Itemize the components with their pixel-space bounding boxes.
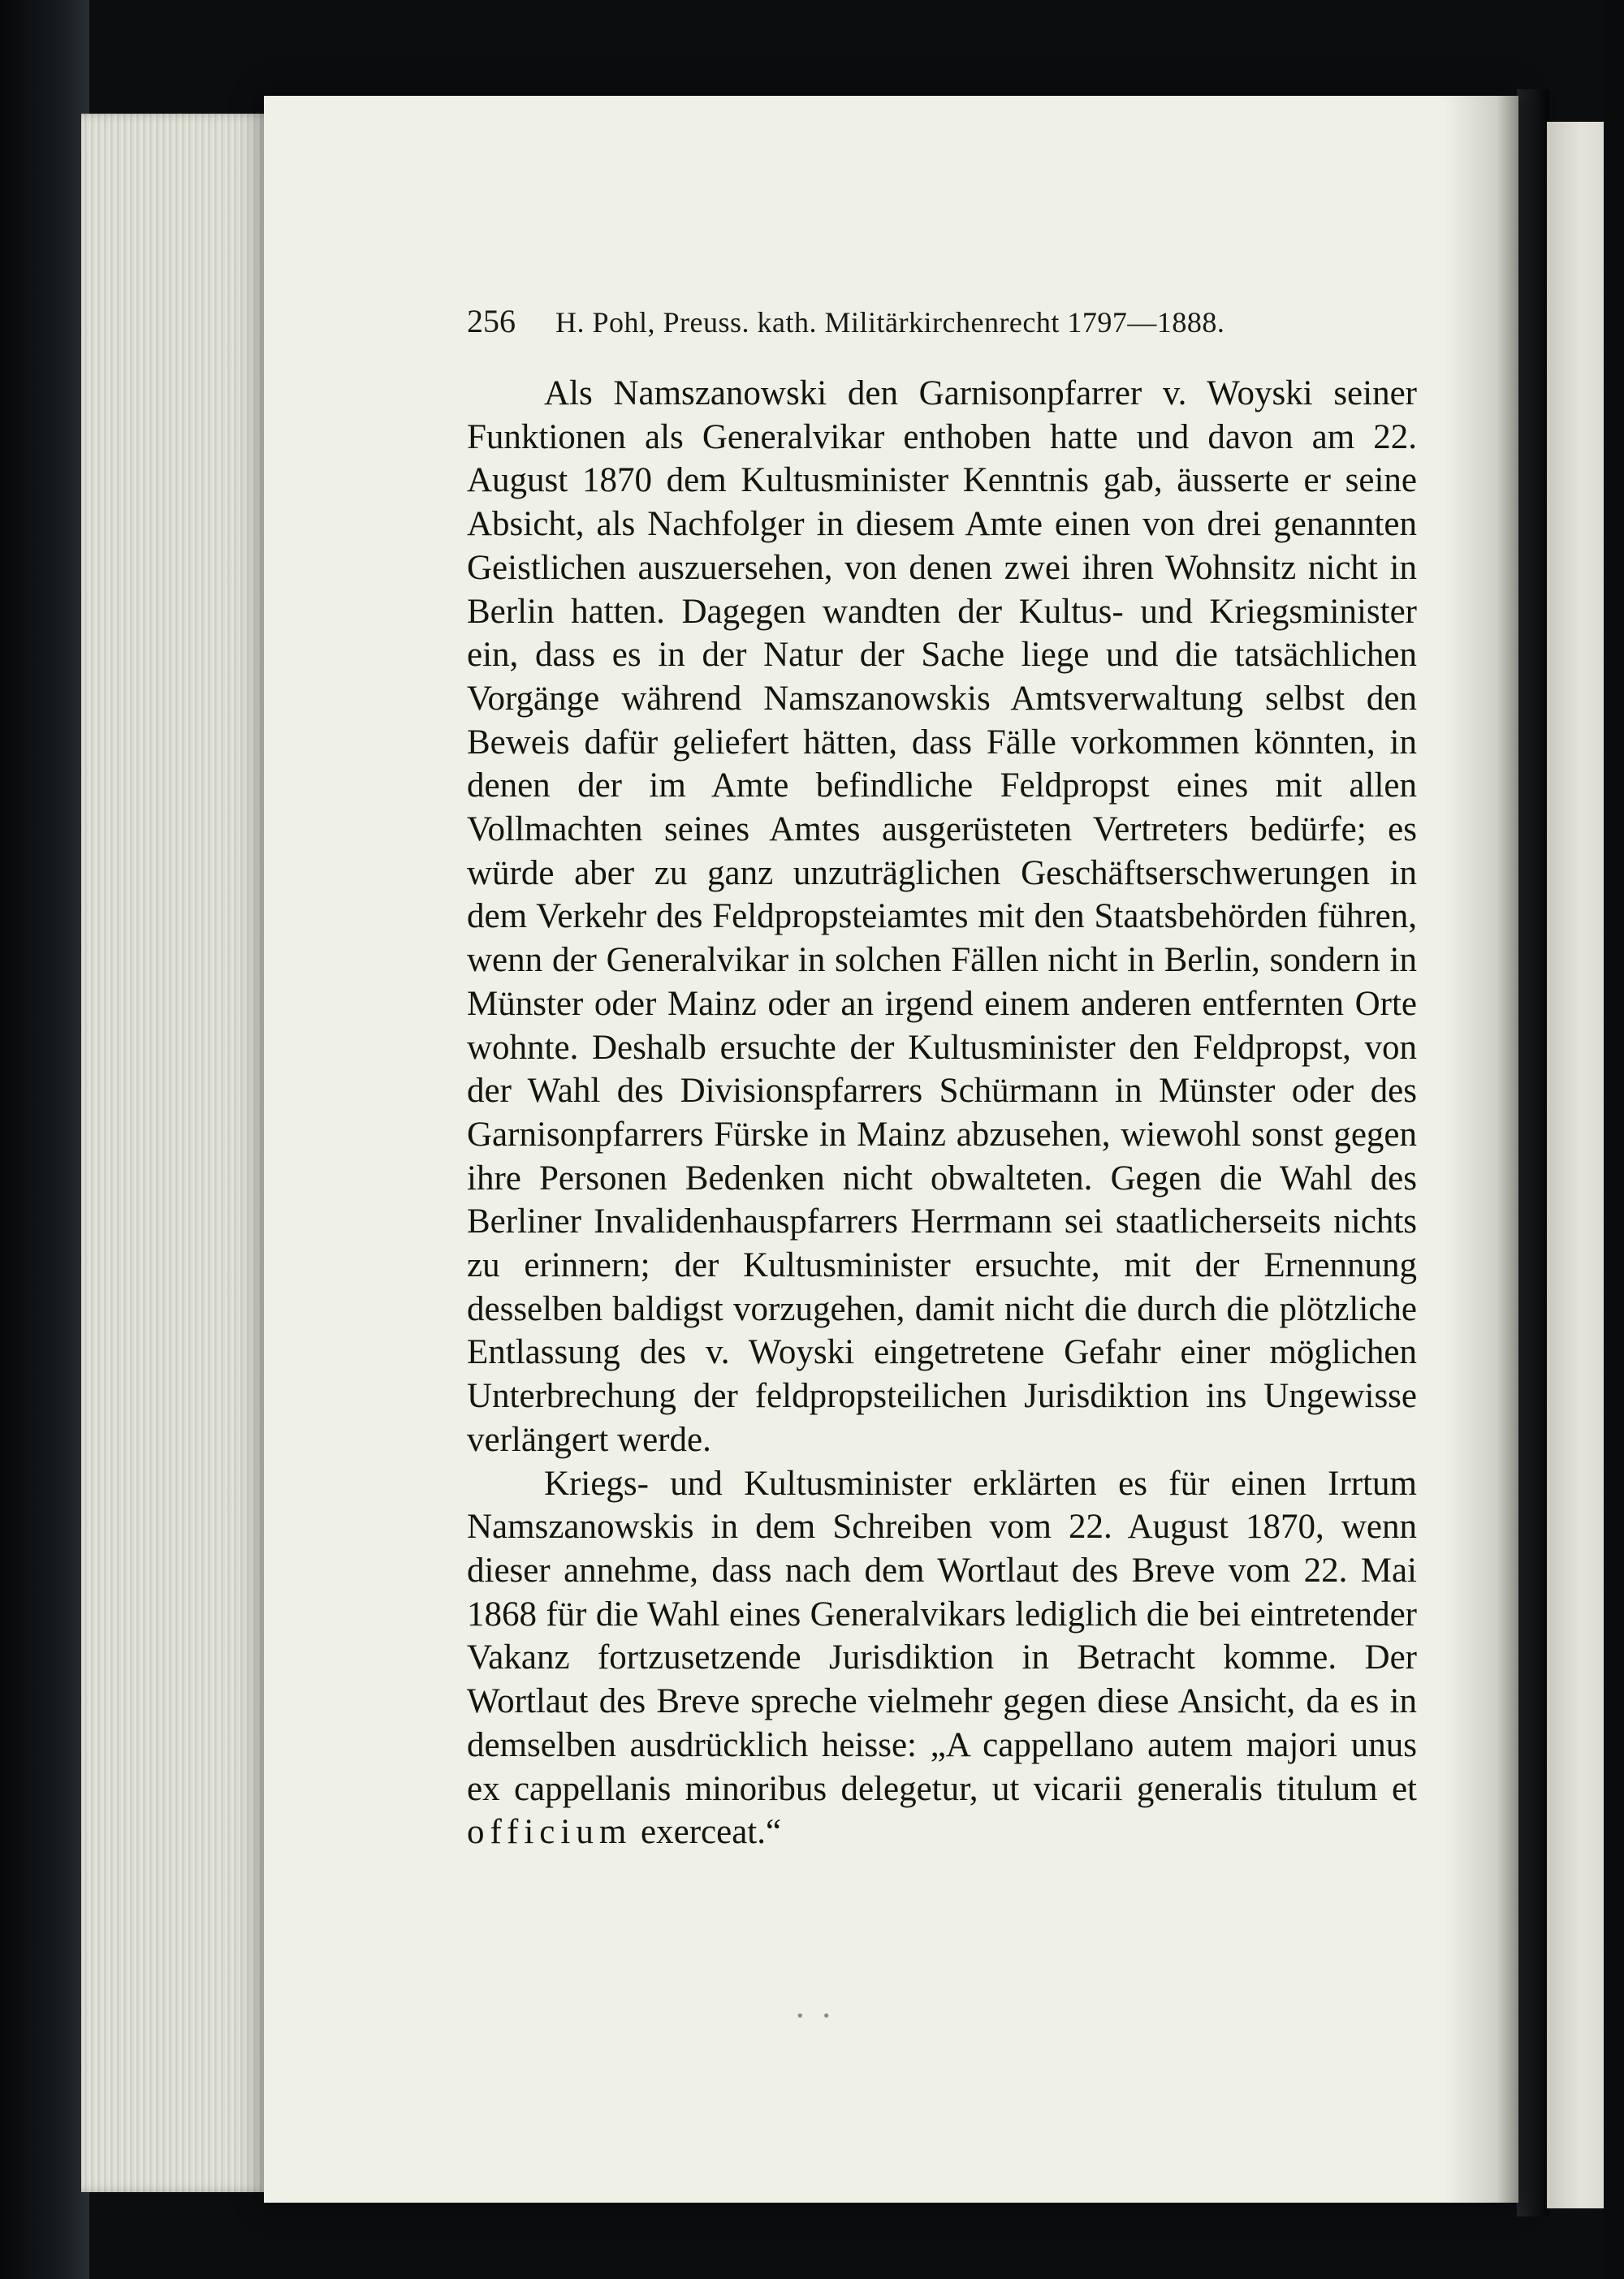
body-text xyxy=(467,372,1417,1854)
running-head-title: H. Pohl, Preuss. kath. Militärkirchenrecht 1797—1888. xyxy=(555,306,1225,339)
book-cover-edge xyxy=(0,0,89,2279)
page-speck-ornament: • • xyxy=(796,2008,837,2025)
paragraph-2-text: Kriegs- und Kultusminister erklärten es für einen Irrtum Namszanowskis in dem Schreiben vom 22. August 1870, wenn dieser annehme, dass nach dem Wortlaut des Breve vom 22. Mai 1868 für die Wahl eines Generalvikars lediglich die bei eintretender Vakanz fortzusetzende Jurisdiktion in Betracht komme. Der Wortlaut des Breve spreche vielmehr gegen diese Ansicht, da es in demselben ausdrücklich heisse: „A cappellano autem majori unus ex cappellanis minoribus delegetur, ut vicarii generalis titulum et xyxy=(467,1464,1417,1808)
spaced-emphasis: officium xyxy=(467,1813,633,1852)
book-right-edge xyxy=(1604,0,1624,2279)
paragraph-2 xyxy=(467,1462,1417,1854)
page-block-edges xyxy=(81,114,276,2192)
page-number: 256 xyxy=(467,303,516,339)
facing-page-edge xyxy=(1547,122,1604,2208)
running-head xyxy=(467,302,1547,340)
paragraph-2-end: exerceat.“ xyxy=(632,1813,782,1852)
paragraph-1: Als Namszanowski den Garnisonpfarrer v. Woyski seiner Funktionen als Generalvikar enthoben hatte und davon am 22. August 1870 dem Kultusminister Kenntnis gab, äusserte er seine Absicht, als Nachfolger in diesem Amte einen von drei genannten Geistlichen auszuersehen, von denen zwei ihren Wohnsitz nicht in Berlin hatten. Dagegen wandten der Kultus- und Kriegsminister ein, dass es in der Natur der Sache liege und die tatsächlichen Vorgänge während Namszanowskis Amtsverwaltung selbst den Beweis dafür geliefert hätten, dass Fälle vorkommen könnten, in denen der im Amte befindliche Feldpropst eines mit allen Vollmachten seines Amtes ausgerüsteten Vertreters bedürfe; es würde aber zu ganz unzuträglichen Geschäftserschwerungen in dem Verkehr des Feldpropsteiamtes mit den Staatsbehörden führen, wenn der Generalvikar in solchen Fällen nicht in Berlin, sondern in Münster oder Mainz oder an irgend einem anderen entfernten Orte wohnte. Deshalb ersuchte der Kultusminister den Feldpropst, von der Wahl des Divisionspfarrers Schürmann in Münster oder des Garnisonpfarrers Fürske in Mainz abzusehen, wiewohl sonst gegen ihre Personen Bedenken nicht obwalteten. Gegen die Wahl des Berliner Invalidenhauspfarrers Herrmann sei staatlicherseits nichts zu erinnern; der Kultusminister ersuchte, mit der Ernennung desselben baldigst vorzugehen, damit nicht die durch die plötzliche Entlassung des v. Woyski eingetretene Gefahr einer möglichen Unterbrechung der feldpropsteilichen Jurisdiktion ins Ungewisse verlängert werde. xyxy=(467,374,1417,1459)
book-page xyxy=(264,96,1518,2203)
book-gutter xyxy=(1517,89,1549,2216)
